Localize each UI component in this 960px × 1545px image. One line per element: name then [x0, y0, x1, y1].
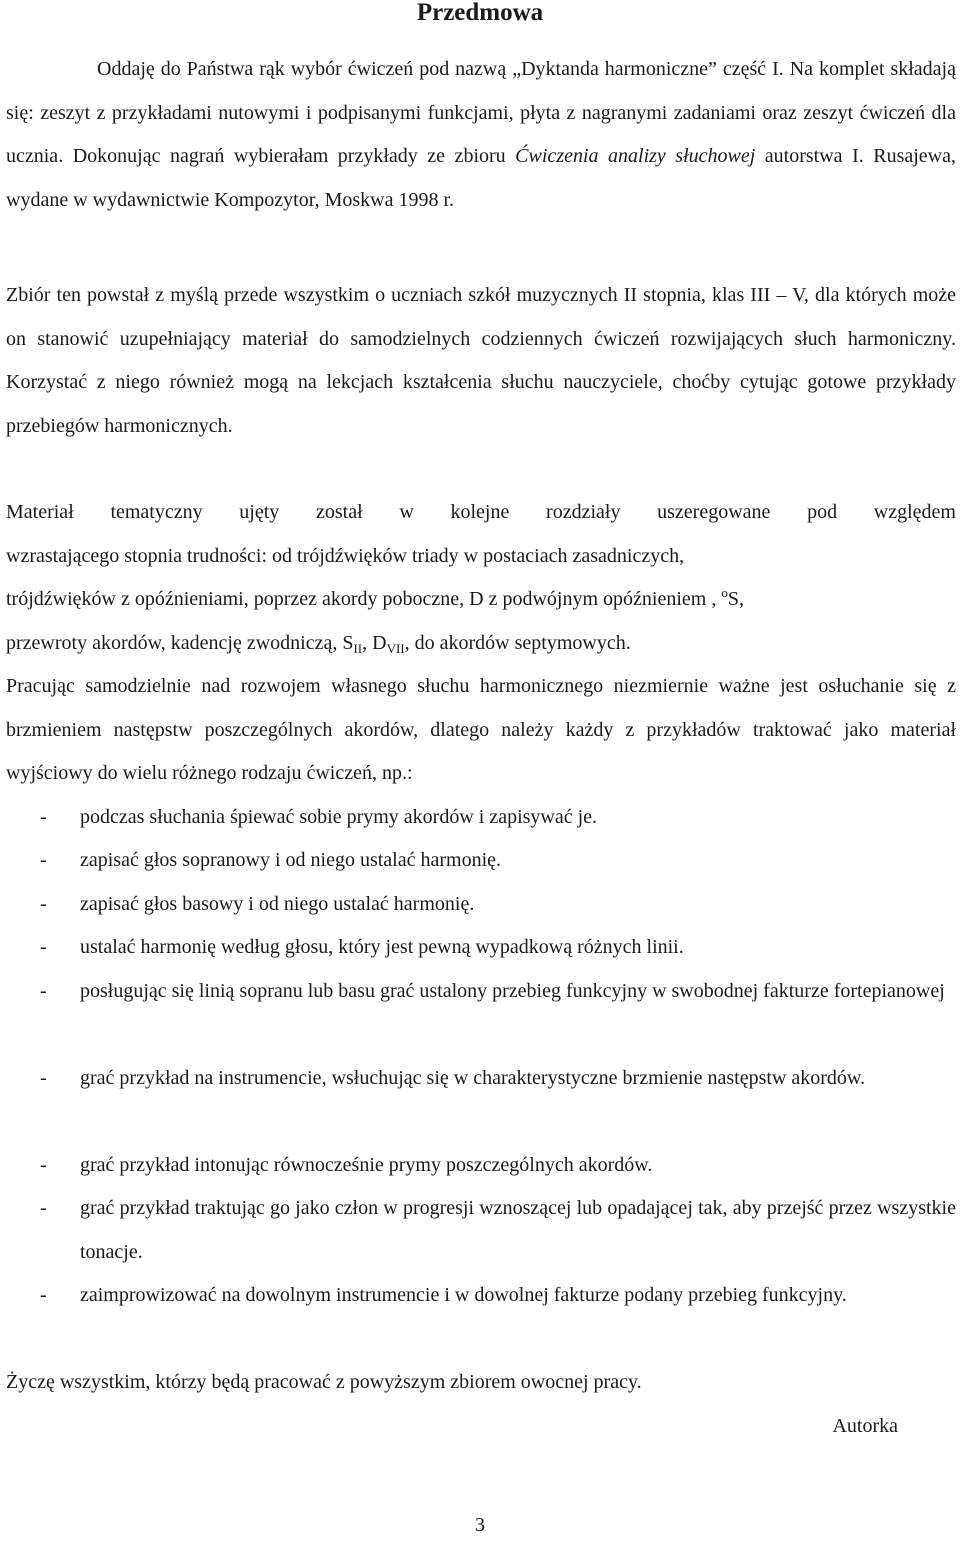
author-signature: Autorka	[832, 1415, 898, 1437]
subscript: II	[353, 640, 363, 656]
intro-text-after: autorstwa I. Rusajewa, wydane w wydawnictwie Kompozytor, Moskwa 1998 r.	[6, 145, 957, 211]
list-item-text: grać przykład na instrumencie, wsłuchując się w charakterystyczne brzmienie następstw akordów.	[80, 1067, 866, 1089]
material-text: trójdźwięków z opóźnieniami, poprzez akordy poboczne, D z podwójnym opóźnieniem ,	[6, 588, 722, 610]
material-line	[6, 578, 956, 622]
list-item	[6, 796, 956, 840]
list-dash: -	[40, 1154, 47, 1176]
list-dash: -	[40, 1284, 47, 1306]
list-dash: -	[40, 980, 47, 1002]
list-item-text: posługując się linią sopranu lub basu grać ustalony przebieg funkcyjny w swobodnej fakturze fortepianowej	[80, 980, 945, 1002]
list-dash: -	[40, 849, 47, 871]
superscript: o	[721, 585, 728, 600]
material-text: S,	[727, 588, 744, 610]
list-item	[6, 1144, 956, 1188]
page-title: Przedmowa	[416, 0, 544, 26]
list-dash: -	[40, 936, 47, 958]
intro-text-before: Oddaję do Państwa rąk wybór ćwiczeń pod nazwą „Dyktanda harmoniczne” część I. Na komplet składają się: zeszyt z przykładami nutowymi i podpisanymi funkcjami, płyta z nagranymi zadaniami oraz zeszyt ćwiczeń dla ucznia. Dokonując nagrań wybierałam przykłady ze zbioru	[6, 58, 956, 167]
list-item-text: zapisać głos basowy i od niego ustalać harmonię.	[80, 893, 475, 915]
paragraph-material	[6, 491, 956, 665]
list-item	[6, 926, 956, 970]
list-dash: -	[40, 1067, 47, 1089]
list-item	[6, 1057, 956, 1101]
list-item	[6, 1187, 956, 1274]
book-title: Ćwiczenia analizy słuchowej	[515, 145, 756, 167]
page-number: 3	[475, 1514, 485, 1536]
paragraph-intro	[6, 48, 956, 222]
list-dash: -	[40, 893, 47, 915]
material-text: , D	[362, 631, 387, 654]
list-item-text: ustalać harmonię według głosu, który jest pewną wypadkową różnych linii.	[80, 936, 684, 958]
paragraph-practice: Pracując samodzielnie nad rozwojem własnego słuchu harmonicznego niezmiernie ważne jest osłuchanie się z brzmieniem następstw poszczególnych akordów, dlatego należy każdy z przykładów traktować jako materiał wyjściowy do wielu różnego rodzaju ćwiczeń, np.:	[6, 675, 956, 784]
list-item	[6, 883, 956, 927]
list-item-text: grać przykład intonując równocześnie prymy poszczególnych akordów.	[80, 1154, 653, 1176]
subscript: VII	[386, 640, 405, 656]
list-item	[6, 1274, 956, 1318]
list-item-text: grać przykład traktując go jako człon w progresji wznoszącej lub opadającej tak, aby przejść przez wszystkie tonacje.	[80, 1197, 956, 1263]
list-item	[6, 970, 956, 1014]
material-line: wzrastającego stopnia trudności: od trójdźwięków triady w postaciach zasadniczych,	[6, 544, 685, 567]
list-item	[6, 839, 956, 883]
list-item-text: podczas słuchania śpiewać sobie prymy akordów i zapisywać je.	[80, 806, 598, 828]
paragraph-purpose: Zbiór ten powstał z myślą przede wszystkim o uczniach szkół muzycznych II stopnia, klas III – V, dla których może on stanowić uzupełniający materiał do samodzielnych codziennych ćwiczeń rozwijających słuch harmoniczny. Korzystać z niego również mogą na lekcjach kształcenia słuchu nauczyciele, choćby cytując gotowe przykłady przebiegów harmonicznych.	[6, 284, 956, 437]
material-line: Materiał tematyczny ujęty został w kolejne rozdziały uszeregowane pod względem	[6, 501, 956, 523]
material-text: przewroty akordów, kadencję zwodniczą, S	[6, 631, 354, 654]
material-text: , do akordów septymowych.	[404, 631, 631, 654]
list-item-text: zaimprowizować na dowolnym instrumencie i w dowolnej fakturze podany przebieg funkcyjny.	[80, 1284, 847, 1306]
material-line	[6, 622, 956, 666]
list-dash: -	[40, 806, 47, 828]
closing-wish: Życzę wszystkim, którzy będą pracować z powyższym zbiorem owocnej pracy.	[6, 1371, 642, 1393]
list-dash: -	[40, 1197, 47, 1219]
list-item-text: zapisać głos sopranowy i od niego ustalać harmonię.	[80, 849, 501, 871]
